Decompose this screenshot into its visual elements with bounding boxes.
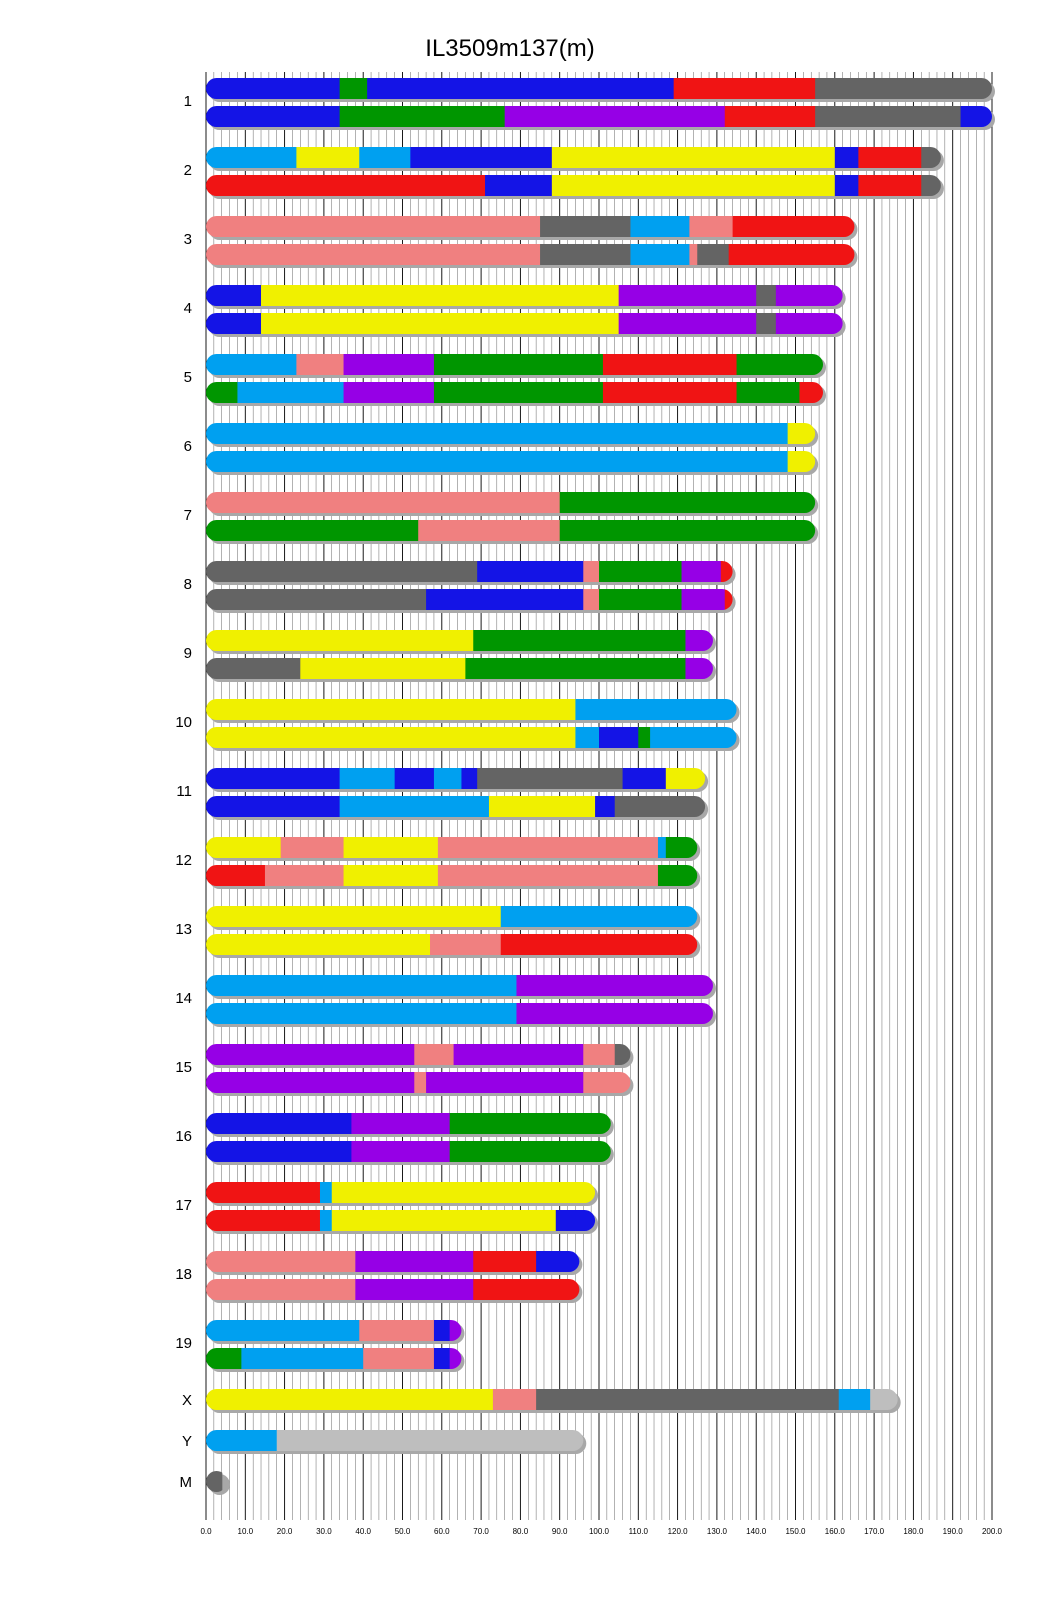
segment-blue xyxy=(206,106,340,127)
segment-pink xyxy=(281,837,344,858)
chromosome-17-haplotype-1 xyxy=(206,1182,598,1206)
segment-yellow xyxy=(552,147,836,168)
chromosome-label: 5 xyxy=(183,369,192,386)
segment-pink xyxy=(689,216,733,237)
segment-lightblue xyxy=(206,1003,517,1024)
segment-lightblue xyxy=(320,1182,332,1203)
x-tick-label: 70.0 xyxy=(473,1527,489,1536)
chromosome-18-haplotype-2 xyxy=(206,1279,582,1303)
segment-gray xyxy=(536,1389,839,1410)
chromosome-5-haplotype-2 xyxy=(206,382,826,406)
segment-gray xyxy=(206,561,478,582)
chromosome-10-haplotype-1 xyxy=(206,699,740,723)
x-tick-label: 200.0 xyxy=(981,1527,1003,1536)
segment-blue xyxy=(367,78,674,99)
segment-green xyxy=(206,382,238,403)
chromosome-9-haplotype-1 xyxy=(206,630,716,654)
segment-gray xyxy=(756,313,776,334)
segment-gray xyxy=(815,106,961,127)
x-tick-label: 110.0 xyxy=(628,1527,649,1536)
chromosome-19-haplotype-1 xyxy=(206,1320,464,1344)
chromosome-8-haplotype-1 xyxy=(206,561,736,585)
segment-blue xyxy=(206,1113,352,1134)
chromosome-6-haplotype-2 xyxy=(206,451,818,475)
segment-green xyxy=(473,630,686,651)
segment-green xyxy=(560,520,816,541)
segment-blue xyxy=(461,768,477,789)
chromosome-14-haplotype-2 xyxy=(206,1003,716,1027)
segment-purple xyxy=(351,1113,450,1134)
segment-yellow xyxy=(206,630,474,651)
segment-red xyxy=(473,1279,580,1300)
segment-purple xyxy=(206,1072,415,1093)
chromosome-7-haplotype-1 xyxy=(206,492,818,516)
segment-purple xyxy=(505,106,726,127)
segment-blue xyxy=(556,1210,596,1231)
chromosome-label: X xyxy=(181,1392,192,1409)
segment-lightblue xyxy=(206,975,517,996)
chromosome-17-haplotype-2 xyxy=(206,1210,598,1234)
segment-gray xyxy=(815,78,992,99)
x-tick-label: 130.0 xyxy=(706,1527,727,1536)
segment-pink xyxy=(359,1320,434,1341)
segment-blue xyxy=(835,147,859,168)
segment-pink xyxy=(363,1348,434,1369)
x-axis-ticks xyxy=(200,1527,1002,1536)
chromosome-label: M xyxy=(179,1474,192,1491)
chromosome-12-haplotype-1 xyxy=(206,837,700,861)
segment-red xyxy=(603,382,737,403)
segment-gray xyxy=(697,244,729,265)
segment-blue xyxy=(426,589,584,610)
segment-pink xyxy=(418,520,560,541)
chromosome-7-haplotype-2 xyxy=(206,520,818,544)
segment-yellow xyxy=(788,423,816,444)
segment-pink xyxy=(206,244,541,265)
segment-pink xyxy=(438,837,659,858)
segment-purple xyxy=(776,285,843,306)
segment-lightblue xyxy=(206,451,788,472)
segment-blue xyxy=(410,147,552,168)
segment-lightblue xyxy=(241,1348,363,1369)
segment-purple xyxy=(685,630,713,651)
segment-green xyxy=(434,382,604,403)
segment-purple xyxy=(206,1044,415,1065)
segment-pink xyxy=(583,1072,631,1093)
segment-pink xyxy=(438,865,659,886)
x-tick-label: 100.0 xyxy=(588,1527,610,1536)
segment-pink xyxy=(206,1251,356,1272)
chart-title: IL3509m137(m) xyxy=(425,35,595,62)
segment-purple xyxy=(619,313,757,334)
segment-pink xyxy=(493,1389,537,1410)
chromosome-label: 11 xyxy=(176,783,192,800)
segment-gray xyxy=(540,216,631,237)
segment-purple xyxy=(516,1003,713,1024)
segment-blue xyxy=(434,1320,450,1341)
segment-yellow xyxy=(332,1210,557,1231)
chromosome-9-haplotype-2 xyxy=(206,658,716,682)
chromosome-8-haplotype-2 xyxy=(206,589,736,613)
segment-purple xyxy=(355,1251,474,1272)
chromosome-label: 6 xyxy=(183,438,192,455)
chromosome-label: Y xyxy=(181,1433,192,1450)
chromosome-5-haplotype-1 xyxy=(206,354,826,378)
segment-pink xyxy=(414,1044,454,1065)
segment-yellow xyxy=(332,1182,596,1203)
segment-gray xyxy=(540,244,631,265)
chromosome-10-haplotype-2 xyxy=(206,727,740,751)
x-tick-label: 20.0 xyxy=(276,1527,293,1536)
chromosome-label: 19 xyxy=(175,1335,192,1352)
segment-purple xyxy=(344,382,435,403)
segment-pink xyxy=(206,1279,356,1300)
segment-red xyxy=(473,1251,536,1272)
segment-lightblue xyxy=(650,727,737,748)
segment-pink xyxy=(206,492,560,513)
x-tick-label: 60.0 xyxy=(434,1527,450,1536)
segment-pink xyxy=(583,561,599,582)
x-tick-label: 50.0 xyxy=(394,1527,411,1536)
segment-blue xyxy=(835,175,859,196)
segment-yellow xyxy=(206,934,431,955)
chromosome-label: 3 xyxy=(183,231,192,248)
segment-yellow xyxy=(206,1389,493,1410)
segment-yellow xyxy=(206,837,281,858)
segment-blue xyxy=(477,561,584,582)
x-tick-label: 120.0 xyxy=(667,1527,688,1536)
chromosome-bars xyxy=(206,78,995,1495)
segment-green xyxy=(465,658,686,679)
x-tick-label: 180.0 xyxy=(903,1527,924,1536)
segment-purple xyxy=(344,354,435,375)
segment-purple xyxy=(682,589,726,610)
segment-lightblue xyxy=(206,1320,360,1341)
chromosome-2-haplotype-1 xyxy=(206,147,944,171)
segment-red xyxy=(206,1210,321,1231)
segment-yellow xyxy=(296,147,359,168)
x-tick-label: 170.0 xyxy=(864,1527,885,1536)
segment-green xyxy=(560,492,816,513)
segment-gray xyxy=(477,768,623,789)
chromosome-11-haplotype-2 xyxy=(206,796,708,820)
segment-pink xyxy=(296,354,344,375)
chromosome-15-haplotype-2 xyxy=(206,1072,633,1096)
chromosome-3-haplotype-2 xyxy=(206,244,857,268)
segment-red xyxy=(733,216,855,237)
chromosome-15-haplotype-1 xyxy=(206,1044,633,1068)
chromosome-1-haplotype-1 xyxy=(206,78,995,102)
segment-green xyxy=(340,78,368,99)
segment-red xyxy=(603,354,737,375)
segment-purple xyxy=(355,1279,474,1300)
chromosome-label: 9 xyxy=(183,645,192,662)
segment-red xyxy=(206,1182,321,1203)
segment-blue xyxy=(599,727,639,748)
segment-green xyxy=(737,354,824,375)
chromosome-label: 15 xyxy=(175,1059,192,1076)
segment-blue xyxy=(206,78,340,99)
chromosome-12-haplotype-2 xyxy=(206,865,700,889)
segment-green xyxy=(434,354,604,375)
segment-lightblue xyxy=(206,354,297,375)
chromosome-label: 4 xyxy=(183,300,192,317)
segment-lightblue xyxy=(575,727,599,748)
chromosome-label: 1 xyxy=(183,93,192,110)
chromosome-label: 16 xyxy=(175,1128,192,1145)
segment-pink xyxy=(430,934,501,955)
x-tick-label: 30.0 xyxy=(316,1527,332,1536)
segment-lightblue xyxy=(340,796,490,817)
segment-gray xyxy=(615,796,706,817)
segment-yellow xyxy=(300,658,466,679)
segment-green xyxy=(206,1348,242,1369)
x-tick-label: 0.0 xyxy=(200,1527,212,1536)
segment-lightblue xyxy=(630,244,690,265)
segment-pink xyxy=(414,1072,426,1093)
x-tick-label: 80.0 xyxy=(512,1527,529,1536)
segment-gray xyxy=(206,658,301,679)
chromosome-1-haplotype-2 xyxy=(206,106,995,130)
x-tick-label: 90.0 xyxy=(551,1527,568,1536)
segment-purple xyxy=(351,1141,450,1162)
segment-blue xyxy=(961,106,993,127)
segment-red xyxy=(206,865,266,886)
segment-green xyxy=(638,727,650,748)
chromosome-6-haplotype-1 xyxy=(206,423,818,447)
segment-lightblue xyxy=(206,423,788,444)
segment-pink xyxy=(583,589,599,610)
segment-blue xyxy=(595,796,615,817)
segment-gray xyxy=(206,1471,222,1492)
segment-purple xyxy=(682,561,722,582)
x-tick-label: 150.0 xyxy=(785,1527,806,1536)
segment-lightblue xyxy=(320,1210,332,1231)
chromosome-label: 17 xyxy=(175,1197,192,1214)
chromosome-M-haplotype-1 xyxy=(206,1471,230,1495)
segment-yellow xyxy=(666,768,706,789)
segment-lightblue xyxy=(237,382,344,403)
segment-blue xyxy=(206,285,262,306)
segment-lightblue xyxy=(630,216,690,237)
segment-purple xyxy=(619,285,757,306)
chromosome-11-haplotype-1 xyxy=(206,768,708,792)
segment-lightblue xyxy=(340,768,396,789)
segment-blue xyxy=(206,313,262,334)
x-tick-label: 10.0 xyxy=(237,1527,254,1536)
segment-purple xyxy=(516,975,713,996)
segment-yellow xyxy=(261,285,619,306)
segment-pink xyxy=(583,1044,615,1065)
chromosome-Y-haplotype-1 xyxy=(206,1430,586,1454)
segment-red xyxy=(206,175,486,196)
segment-pink xyxy=(265,865,344,886)
segment-yellow xyxy=(206,699,576,720)
chromosome-2-haplotype-2 xyxy=(206,175,944,199)
segment-pink xyxy=(206,216,541,237)
segment-blue xyxy=(206,1141,352,1162)
segment-lightblue xyxy=(658,837,666,858)
chromosome-X-haplotype-1 xyxy=(206,1389,901,1413)
segment-red xyxy=(725,106,816,127)
segment-red xyxy=(501,934,698,955)
chromosome-label: 10 xyxy=(175,714,192,731)
segment-blue xyxy=(206,796,340,817)
segment-green xyxy=(666,837,698,858)
segment-green xyxy=(599,561,682,582)
segment-blue xyxy=(206,768,340,789)
segment-lightblue xyxy=(359,147,411,168)
segment-red xyxy=(729,244,855,265)
chromosome-16-haplotype-2 xyxy=(206,1141,614,1165)
chromosome-16-haplotype-1 xyxy=(206,1113,614,1137)
chromosome-19-haplotype-2 xyxy=(206,1348,464,1372)
segment-blue xyxy=(485,175,552,196)
segment-yellow xyxy=(489,796,596,817)
segment-yellow xyxy=(206,727,576,748)
chromosome-18-haplotype-1 xyxy=(206,1251,582,1275)
segment-green xyxy=(206,520,419,541)
segment-yellow xyxy=(206,906,501,927)
segment-yellow xyxy=(552,175,836,196)
segment-purple xyxy=(776,313,843,334)
segment-green xyxy=(450,1141,612,1162)
segment-gray xyxy=(206,589,427,610)
segment-red xyxy=(858,175,921,196)
segment-red xyxy=(674,78,816,99)
segment-lightblue xyxy=(434,768,462,789)
x-tick-label: 160.0 xyxy=(824,1527,845,1536)
chromosome-13-haplotype-1 xyxy=(206,906,700,930)
chromosome-label: 13 xyxy=(175,921,192,938)
segment-pink xyxy=(689,244,697,265)
segment-lightblue xyxy=(206,1430,277,1451)
chromosome-label: 7 xyxy=(183,507,192,524)
segment-red xyxy=(858,147,921,168)
segment-green xyxy=(340,106,506,127)
x-tick-label: 140.0 xyxy=(746,1527,767,1536)
segment-yellow xyxy=(788,451,816,472)
segment-lightgray xyxy=(277,1430,584,1451)
segment-green xyxy=(737,382,800,403)
segment-lightblue xyxy=(839,1389,871,1410)
segment-purple xyxy=(685,658,713,679)
segment-lightblue xyxy=(575,699,737,720)
chromosome-label: 2 xyxy=(183,162,192,179)
chromosome-4-haplotype-1 xyxy=(206,285,846,309)
chromosome-13-haplotype-2 xyxy=(206,934,700,958)
segment-blue xyxy=(536,1251,580,1272)
segment-yellow xyxy=(344,837,439,858)
segment-green xyxy=(599,589,682,610)
segment-blue xyxy=(623,768,667,789)
segment-yellow xyxy=(344,865,439,886)
chromosome-label: 12 xyxy=(175,852,192,869)
chromosome-3-haplotype-1 xyxy=(206,216,857,240)
segment-yellow xyxy=(261,313,619,334)
segment-red xyxy=(799,382,823,403)
segment-lightgray xyxy=(870,1389,898,1410)
segment-purple xyxy=(454,1044,584,1065)
segment-green xyxy=(658,865,698,886)
segment-blue xyxy=(395,768,435,789)
segment-lightblue xyxy=(206,147,297,168)
chromosome-14-haplotype-1 xyxy=(206,975,716,999)
segment-green xyxy=(450,1113,612,1134)
segment-purple xyxy=(426,1072,584,1093)
x-tick-label: 40.0 xyxy=(355,1527,371,1536)
x-tick-label: 190.0 xyxy=(942,1527,963,1536)
chromosome-labels xyxy=(175,93,192,1491)
chromosome-4-haplotype-2 xyxy=(206,313,846,337)
chromosome-label: 18 xyxy=(175,1266,192,1283)
chromosome-label: 14 xyxy=(175,990,192,1007)
segment-lightblue xyxy=(501,906,698,927)
chromosome-label: 8 xyxy=(183,576,192,593)
segment-gray xyxy=(756,285,776,306)
segment-blue xyxy=(434,1348,450,1369)
